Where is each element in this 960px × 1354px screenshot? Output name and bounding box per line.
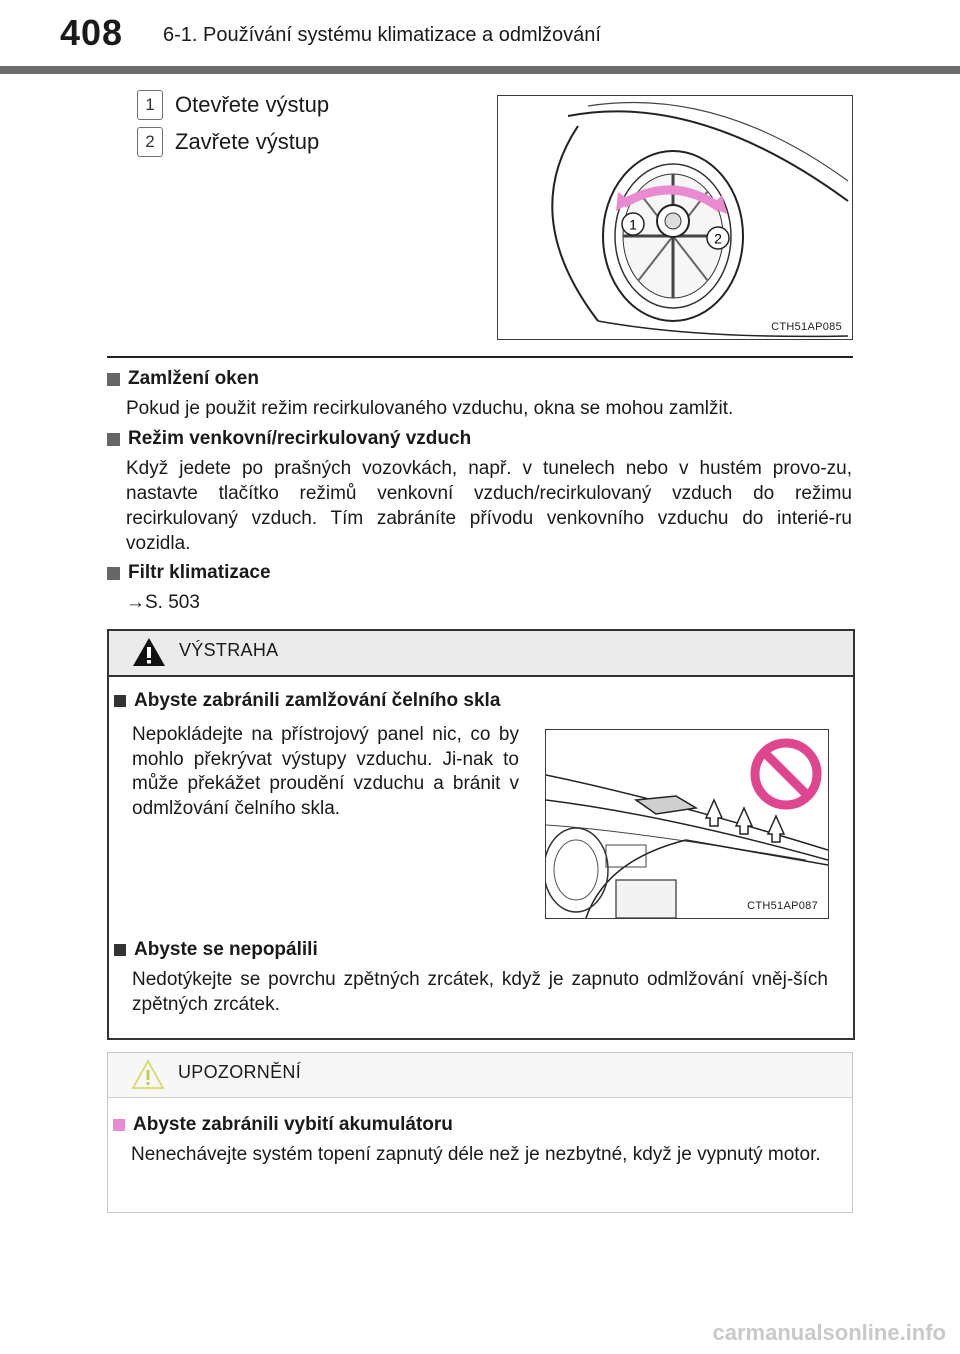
caution-header xyxy=(108,1053,852,1098)
dashboard-figure xyxy=(545,729,829,919)
topic-bullet-square xyxy=(107,433,120,446)
topic-fogging-heading xyxy=(107,368,259,390)
step-2-text: Zavřete výstup xyxy=(175,129,320,154)
vent-callout-1: 1 xyxy=(629,216,637,233)
vent-illustration xyxy=(498,96,852,339)
caution-box xyxy=(107,1052,853,1213)
warning-item-1-text: Nepokládejte na přístrojový panel nic, co by mohlo překrývat výstupy vzduchu. Ji-nak to může překážet proudění vzduchu a bránit v odmlžování čelního skla. xyxy=(132,724,519,819)
step-2 xyxy=(137,127,319,157)
header-rule xyxy=(0,66,960,74)
warning-box xyxy=(107,629,855,1040)
step-1 xyxy=(137,90,329,120)
warning-item-1-heading xyxy=(114,690,500,712)
dashboard-illustration xyxy=(546,730,828,918)
step-2-badge: 2 xyxy=(137,127,163,157)
page-number: 408 xyxy=(60,12,124,53)
warning-item-2-heading xyxy=(114,939,318,961)
warning-icon xyxy=(131,636,167,668)
warning-item-1-title: Abyste zabránili zamlžování čelního skla xyxy=(134,690,501,711)
section-divider xyxy=(107,356,853,358)
step-1-text: Otevřete výstup xyxy=(175,92,330,117)
vent-figure-code: CTH51AP085 xyxy=(771,321,842,333)
caution-item-1-title: Abyste zabránili vybití akumulátoru xyxy=(133,1114,453,1135)
topic-filter-text: →S. 503 xyxy=(126,592,200,613)
caution-item-1-heading xyxy=(113,1114,453,1136)
vent-callout-2: 2 xyxy=(714,230,722,247)
caution-bullet-square xyxy=(113,1119,125,1131)
section-title: 6-1. Používání systému klimatizace a odmlžování xyxy=(163,24,601,46)
warning-label: VÝSTRAHA xyxy=(179,640,279,660)
topic-filter-title: Filtr klimatizace xyxy=(128,562,271,583)
topic-mode-title: Režim venkovní/recirkulovaný vzduch xyxy=(128,428,472,449)
dashboard-figure-code: CTH51AP087 xyxy=(747,900,818,912)
topic-fogging-title: Zamlžení oken xyxy=(128,368,259,389)
caution-icon xyxy=(130,1058,166,1090)
topic-mode-heading xyxy=(107,428,471,450)
vent-figure xyxy=(497,95,853,340)
warning-header xyxy=(109,631,853,677)
warning-bullet-square xyxy=(114,944,126,956)
step-1-badge: 1 xyxy=(137,90,163,120)
caution-label: UPOZORNĚNÍ xyxy=(178,1062,302,1082)
topic-bullet-square xyxy=(107,373,120,386)
warning-item-2-title: Abyste se nepopálili xyxy=(134,939,318,960)
warning-item-2-text: Nedotýkejte se povrchu zpětných zrcátek, když je zapnuto odmlžování vněj-ších zpětných zrcátek. xyxy=(132,969,828,1015)
topic-fogging-text: Pokud je použit režim recirkulovaného vzduchu, okna se mohou zamlžit. xyxy=(126,398,734,419)
caution-item-1-text: Nenechávejte systém topení zapnutý déle než je nezbytné, když je vypnutý motor. xyxy=(131,1144,821,1165)
topic-mode-text: Když jedete po prašných vozovkách, např. v tunelech nebo v hustém provo-zu, nastavte tlačítko režimů venkovní vzduch/recirkulovaný vzduch do režimu recirkulovaný vzduch. Tím zabráníte přívodu venkovního vzduchu do interié-ru vozidla. xyxy=(126,458,852,554)
warning-bullet-square xyxy=(114,695,126,707)
watermark: carmanualsonline.info xyxy=(712,1320,946,1345)
topic-bullet-square xyxy=(107,567,120,580)
topic-filter-heading xyxy=(107,562,271,584)
